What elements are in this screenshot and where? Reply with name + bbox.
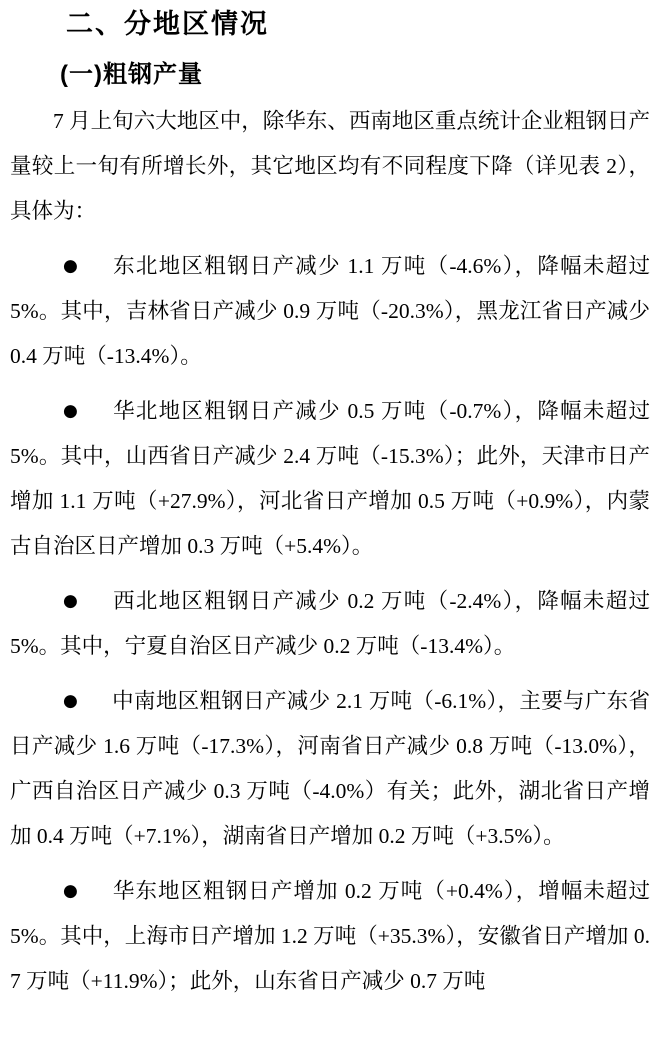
- bullet-item-north: [10, 389, 650, 569]
- bullet-icon: ●: [63, 256, 80, 276]
- intro-paragraph-text: 7 月上旬六大地区中，除华东、西南地区重点统计企业粗钢日产量较上一旬有所增长外，其它地区均有不同程度下降（详见表 2），具体为：: [10, 109, 650, 223]
- section-heading: 二、分地区情况: [66, 9, 269, 39]
- bullet-icon: ●: [63, 591, 80, 611]
- bullet-item-east: [10, 869, 650, 1004]
- bullet-item-northwest: [10, 579, 650, 669]
- bullet-text: 西北地区粗钢日产减少 0.2 万吨（-2.4%），降幅未超过 5%。其中，宁夏自治区日产减少 0.2 万吨（-13.4%）。: [10, 589, 650, 658]
- bullet-item-northeast: [10, 244, 650, 379]
- bullet-text: 华东地区粗钢日产增加 0.2 万吨（+0.4%），增幅未超过 5%。其中，上海市日产增加 1.2 万吨（+35.3%），安徽省日产增加 0.7 万吨（+11.9%）；此外，山东省日产减少 0.7 万吨: [10, 879, 650, 993]
- bullet-icon: ●: [63, 881, 79, 901]
- intro-paragraph: [10, 99, 650, 234]
- subsection-heading: (一)粗钢产量: [60, 61, 203, 88]
- bullet-text: 东北地区粗钢日产减少 1.1 万吨（-4.6%），降幅未超过 5%。其中，吉林省日产减少 0.9 万吨（-20.3%），黑龙江省日产减少 0.4 万吨（-13.4%）。: [10, 254, 650, 368]
- bullet-text: 中南地区粗钢日产减少 2.1 万吨（-6.1%），主要与广东省日产减少 1.6 万吨（-17.3%），河南省日产减少 0.8 万吨（-13.0%），广西自治区日产减少 0.3 万吨（-4.0%）有关；此外，湖北省日产增加 0.4 万吨（+7.1%），湖南省日产增加 0.2 万吨（+3.5%）。: [10, 689, 650, 848]
- bullet-icon: ●: [63, 691, 79, 711]
- bullet-icon: ●: [63, 401, 80, 421]
- bullet-item-central-south: [10, 679, 650, 859]
- bullet-text: 华北地区粗钢日产减少 0.5 万吨（-0.7%），降幅未超过 5%。其中，山西省日产减少 2.4 万吨（-15.3%）；此外，天津市日产增加 1.1 万吨（+27.9%），河北省日产增加 0.5 万吨（+0.9%），内蒙古自治区日产增加 0.3 万吨（+5.4%）。: [10, 399, 650, 558]
